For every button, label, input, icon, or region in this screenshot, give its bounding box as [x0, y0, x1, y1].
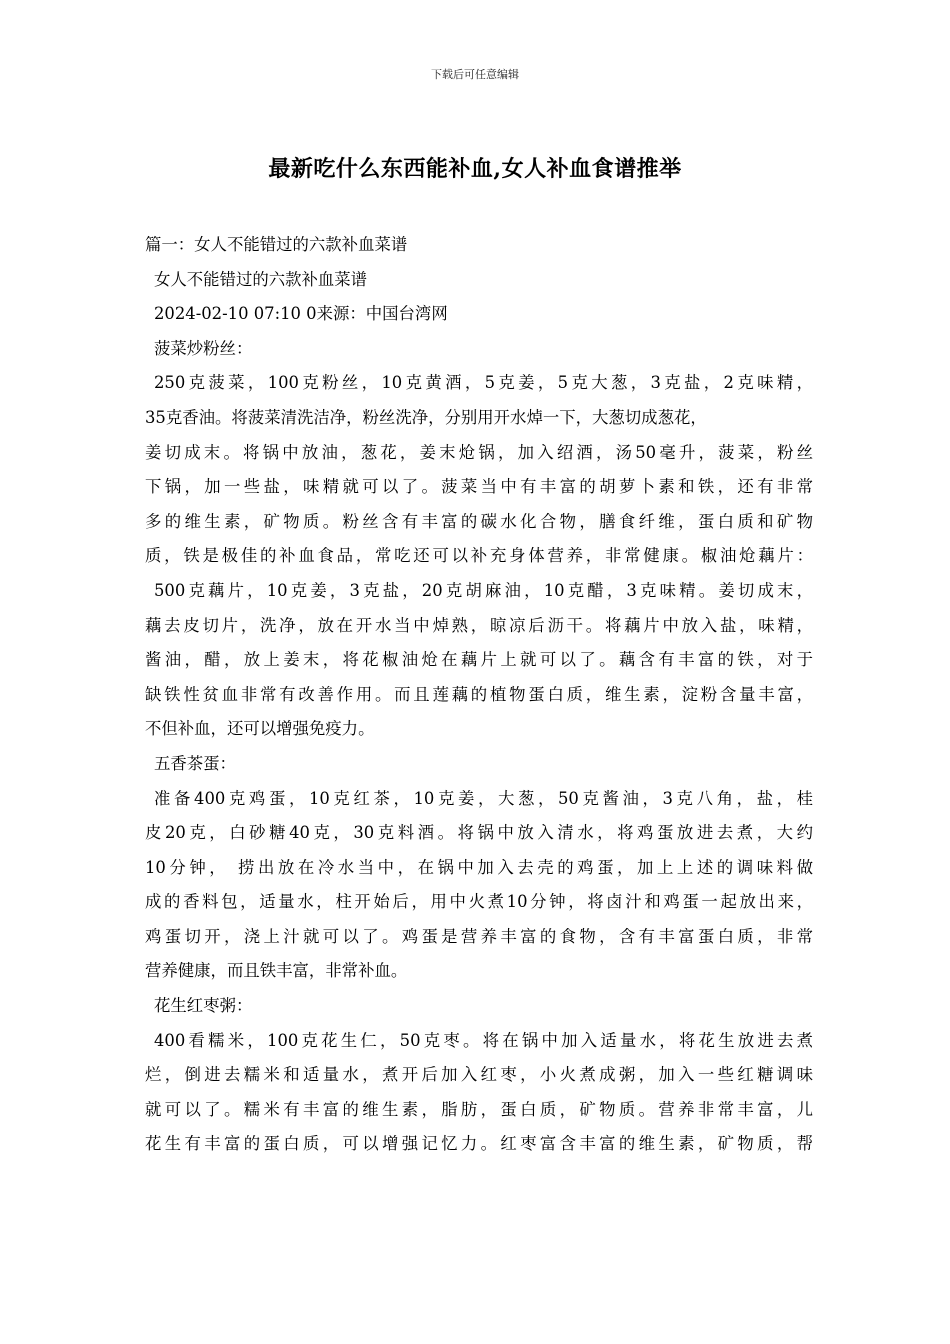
text-line: 2024-02-10 07:10 0来源：中国台湾网 — [154, 304, 448, 324]
text-line: 营养健康，而且铁丰富，非常补血。 — [145, 961, 408, 981]
document-body — [145, 228, 813, 1162]
text-line: 藕去皮切片，洗净，放在开水当中焯熟，晾凉后沥干。将藕片中放入盐，味精， — [145, 615, 813, 635]
text-line: 250克菠菜，100克粉丝，10克黄酒，5克姜，5克大葱，3克盐，2克味精， — [154, 373, 813, 393]
text-line: 10分钟， 捞出放在冷水当中，在锅中加入去壳的鸡蛋，加上上述的调味料做 — [145, 857, 813, 877]
text-line: 女人不能错过的六款补血菜谱 — [154, 269, 368, 289]
text-line: 花生有丰富的蛋白质，可以增强记忆力。红枣富含丰富的维生素，矿物质，帮 — [145, 1134, 813, 1154]
text-line: 不但补血，还可以增强免疫力。 — [145, 719, 375, 739]
text-line: 500克藕片，10克姜，3克盐，20克胡麻油，10克醋，3克味精。姜切成末， — [154, 580, 813, 600]
text-line: 多的维生素，矿物质。粉丝含有丰富的碳水化合物，膳食纤维，蛋白质和矿物 — [145, 511, 813, 531]
header-note: 下载后可任意编辑 — [431, 68, 519, 81]
text-line: 400看糯米，100克花生仁，50克枣。将在锅中加入适量水，将花生放进去煮 — [154, 1030, 813, 1050]
text-line: 缺铁性贫血非常有改善作用。而且莲藕的植物蛋白质，维生素，淀粉含量丰富， — [145, 684, 813, 704]
text-line: 成的香料包，适量水，柱开始后，用中火煮10分钟，将卤汁和鸡蛋一起放出来， — [145, 892, 813, 912]
text-line: 质，铁是极佳的补血食品，常吃还可以补充身体营养，非常健康。椒油炝藕片： — [145, 546, 813, 566]
text-line: 菠菜炒粉丝： — [154, 338, 253, 358]
text-line: 姜切成末。将锅中放油，葱花，姜末炝锅，加入绍酒，汤50毫升，菠菜，粉丝 — [145, 442, 813, 462]
text-line: 35克香油。将菠菜清洗洁净，粉丝洗净，分别用开水焯一下，大葱切成葱花， — [145, 407, 707, 427]
text-line: 五香茶蛋： — [154, 753, 236, 773]
text-line: 酱油，醋，放上姜末，将花椒油炝在藕片上就可以了。藕含有丰富的铁，对于 — [145, 650, 813, 670]
text-line: 烂，倒进去糯米和适量水，煮开后加入红枣，小火煮成粥，加入一些红糖调味 — [145, 1065, 813, 1085]
text-line: 准备400克鸡蛋，10克红茶，10克姜，大葱，50克酱油，3克八角，盐，桂 — [154, 788, 813, 808]
text-line: 皮20克，白砂糖40克，30克料酒。将锅中放入清水，将鸡蛋放进去煮，大约 — [145, 823, 813, 843]
text-line: 篇一：女人不能错过的六款补血菜谱 — [145, 235, 408, 254]
text-line: 就可以了。糯米有丰富的维生素，脂肪，蛋白质，矿物质。营养非常丰富，儿 — [145, 1099, 813, 1119]
text-line: 花生红枣粥： — [154, 996, 253, 1016]
text-line: 鸡蛋切开，浇上汁就可以了。鸡蛋是营养丰富的食物，含有丰富蛋白质，非常 — [145, 926, 813, 946]
page-title: 最新吃什么东西能补血,女人补血食谱推举 — [268, 156, 682, 182]
text-line: 下锅，加一些盐，味精就可以了。菠菜当中有丰富的胡萝卜素和铁，还有非常 — [145, 477, 813, 497]
